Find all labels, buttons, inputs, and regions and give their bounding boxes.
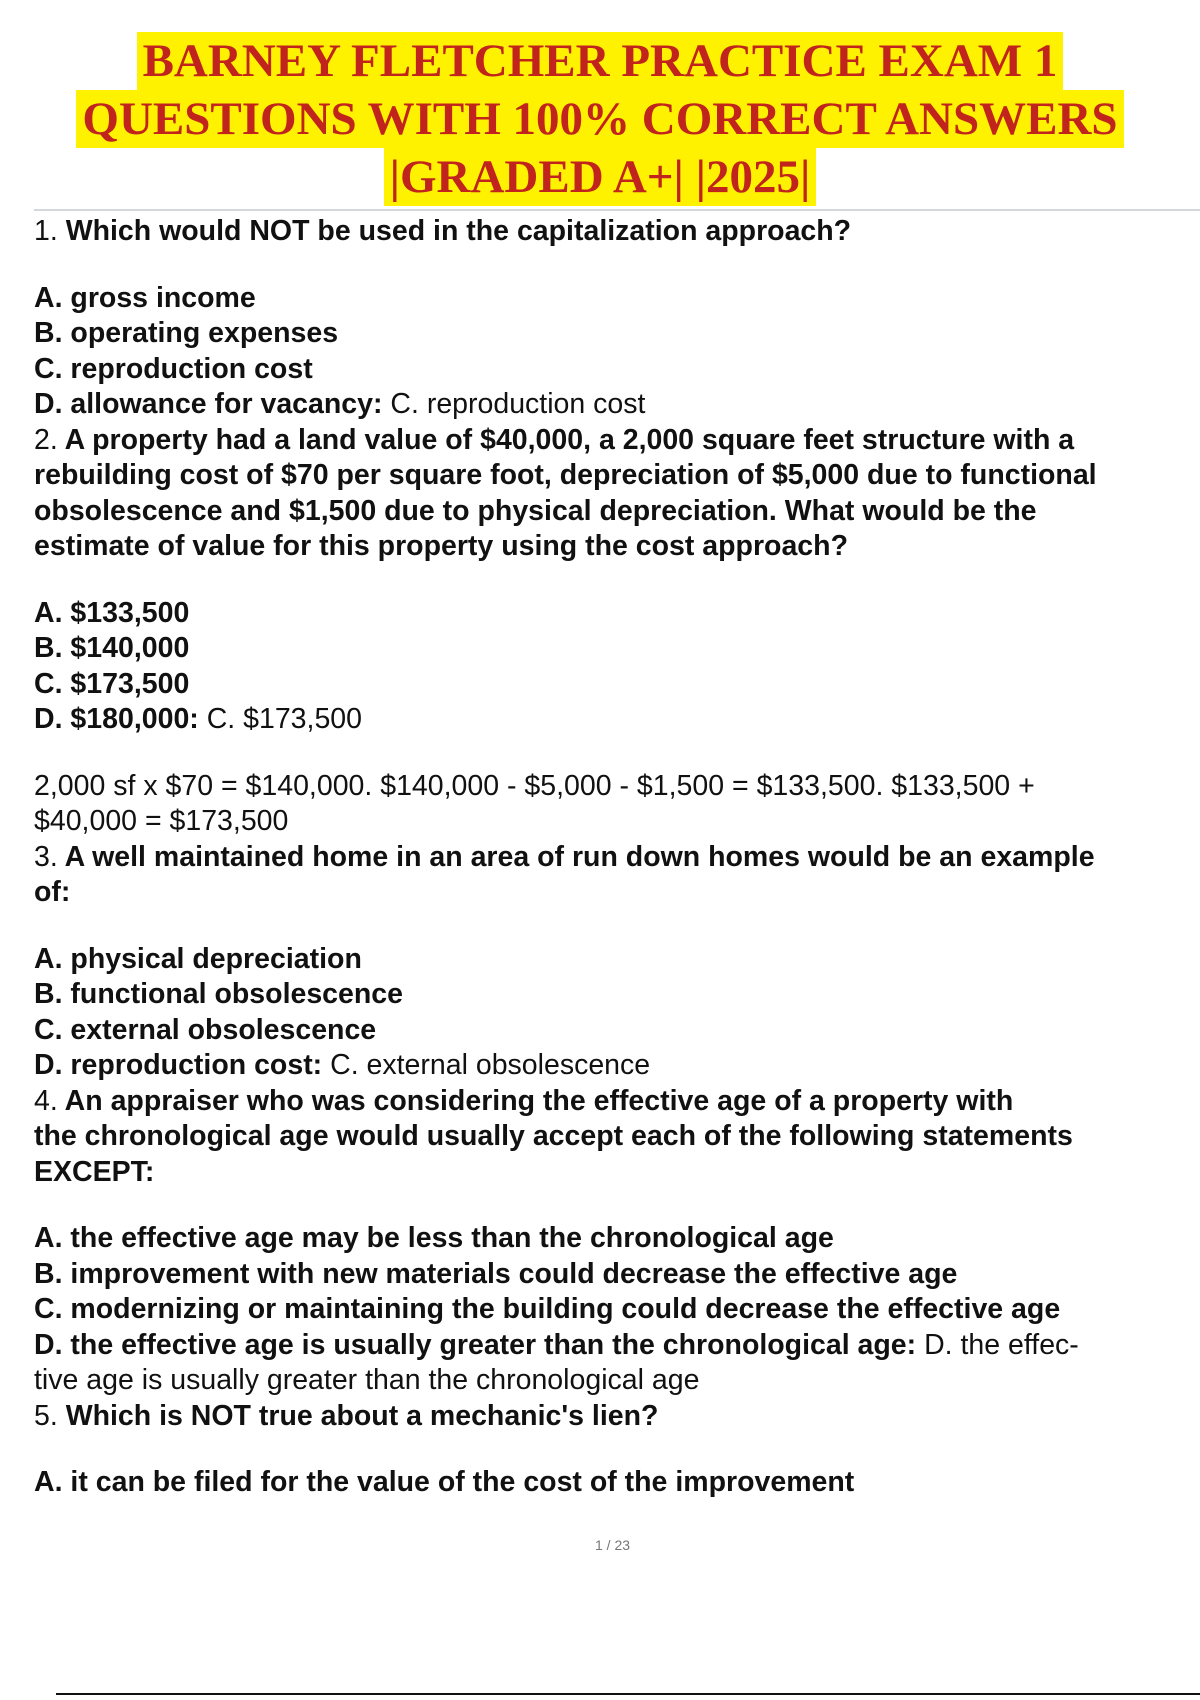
question-2-option-d-with-answer: D. $180,000: C. $173,500 (34, 703, 362, 735)
question-2-option-a: A. $133,500 (34, 596, 190, 629)
question-list (34, 214, 1200, 1501)
question-3-option-d-with-answer: D. reproduction cost: C. external obsolescence (34, 1049, 651, 1081)
question-4-stem: 4. An appraiser who was considering the effective age of a property with the chronological age would usually accept each of the following statements EXCEPT: (34, 1084, 1073, 1188)
title-divider (34, 209, 1200, 211)
question-3-option-a: A. physical depreciation (34, 942, 362, 975)
question-4-option-b: B. improvement with new materials could decrease the effective age (34, 1257, 958, 1290)
question-4-option-d-with-answer: D. the effective age is usually greater than the chronological age: D. the effec- (34, 1328, 1079, 1361)
question-4-answer-continued: tive age is usually greater than the chronological age (34, 1364, 700, 1396)
question-3-option-b: B. functional obsolescence (34, 978, 403, 1010)
question-2-explanation: 2,000 sf x $70 = $140,000. $140,000 - $5,000 - $1,500 = $133,500. $133,500 + $40,000 = $173,500 (34, 769, 1035, 837)
question-1-answer: C. reproduction cost (390, 388, 646, 420)
question-1-option-c: C. reproduction cost (34, 352, 313, 385)
title-line-3: |GRADED A+| |2025| (384, 148, 817, 206)
question-1 (34, 214, 1200, 423)
question-3-answer: C. external obsolescence (330, 1049, 651, 1081)
footer-divider (56, 1693, 1200, 1695)
question-3-option-c: C. external obsolescence (34, 1013, 377, 1046)
question-4-answer: D. the effec- (924, 1328, 1079, 1361)
question-1-option-b: B. operating expenses (34, 317, 339, 349)
question-5-stem: 5. Which is NOT true about a mechanic's lien? (34, 1399, 659, 1432)
question-2-option-c: C. $173,500 (34, 667, 190, 700)
question-5-option-a: A. it can be filed for the value of the cost of the improvement (34, 1466, 855, 1498)
question-3-stem: 3. A well maintained home in an area of run down homes would be an example of: (34, 840, 1095, 908)
question-1-option-d-with-answer: D. allowance for vacancy: C. reproduction cost (34, 388, 646, 420)
question-1-stem: 1. Which would NOT be used in the capitalization approach? (34, 215, 852, 247)
question-4 (34, 1084, 1200, 1399)
document-title (0, 32, 1200, 206)
page-number: 1 / 23 (594, 1537, 631, 1553)
question-2-answer: C. $173,500 (206, 703, 362, 735)
title-line-1: BARNEY FLETCHER PRACTICE EXAM 1 (137, 32, 1064, 90)
question-1-option-a: A. gross income (34, 281, 256, 314)
question-2 (34, 423, 1200, 840)
question-2-stem: 2. A property had a land value of $40,000, a 2,000 square feet structure with a rebuilding cost of $70 per square foot, depreciation of $5,000 due to functional obsolescence and $1,500 due to physical depreciation. What would be the estimate of value for this property using the cost approach? (34, 423, 1097, 562)
title-line-2: QUESTIONS WITH 100% CORRECT ANSWERS (76, 90, 1123, 148)
question-4-option-c: C. modernizing or maintaining the building could decrease the effective age (34, 1293, 1061, 1325)
question-2-option-b: B. $140,000 (34, 632, 190, 664)
question-5 (34, 1399, 1200, 1501)
question-4-option-a: A. the effective age may be less than the chronological age (34, 1222, 834, 1254)
question-3 (34, 840, 1200, 1084)
